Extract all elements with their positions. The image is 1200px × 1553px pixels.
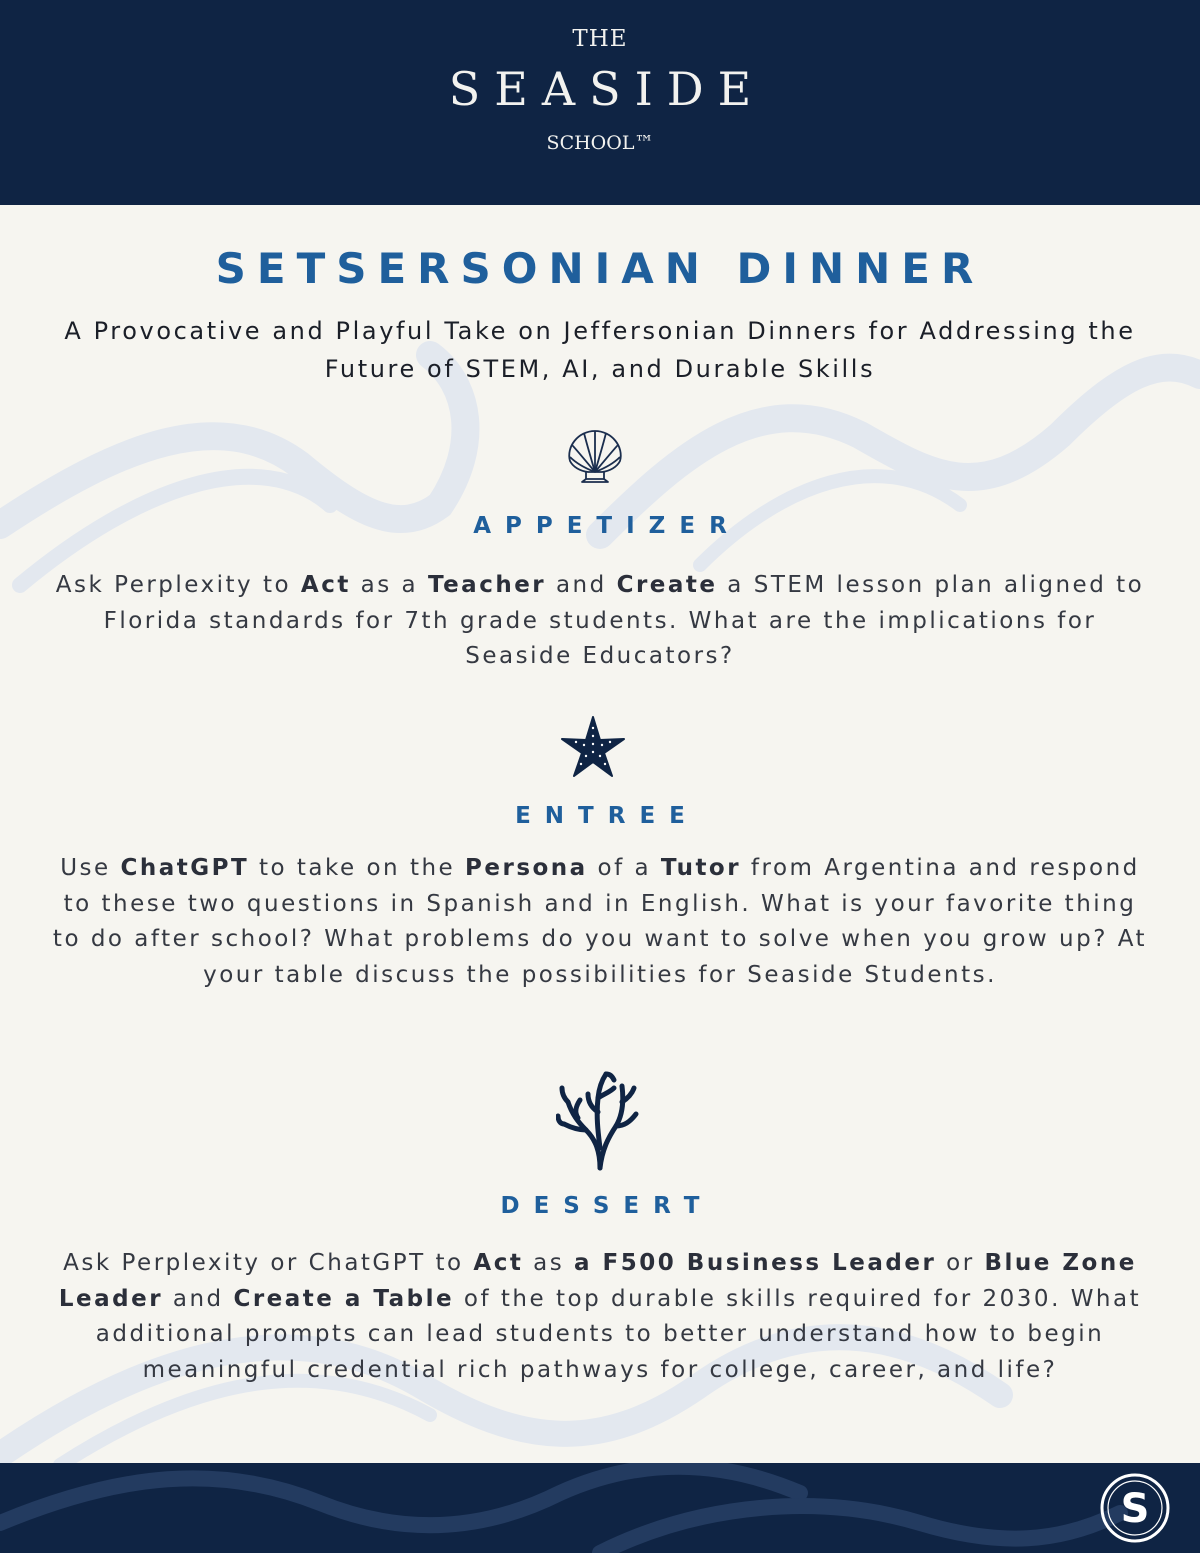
emphasis-text: Blue Zone Leader bbox=[58, 1250, 1137, 1312]
coral-icon bbox=[556, 1068, 642, 1172]
body-text: of the top durable skills required for 2030. What additional prompts can lead students to better understand how to begin meaningful credential rich pathways for college, career, and life? bbox=[95, 1285, 1142, 1383]
footer-logo-letter: S bbox=[1120, 1486, 1150, 1532]
emphasis-text: Create a Table bbox=[233, 1285, 455, 1312]
emphasis-text: Act bbox=[473, 1250, 524, 1276]
page-subtitle: A Provocative and Playful Take on Jeffersonian Dinners for Addressing the Future of STEM, AI, and Durable Skills bbox=[64, 317, 1136, 383]
body-text: as a bbox=[350, 572, 428, 598]
body-text: or bbox=[936, 1250, 985, 1276]
emphasis-text: ChatGPT bbox=[120, 855, 250, 881]
emphasis-text: Teacher bbox=[427, 572, 547, 598]
emphasis-text: Persona bbox=[465, 855, 588, 881]
section-heading-dessert: DESSERT bbox=[500, 1193, 714, 1219]
seaside-logo-icon bbox=[1097, 1470, 1173, 1546]
footer-banner bbox=[0, 1463, 1200, 1553]
starfish-icon bbox=[560, 714, 626, 780]
logo-line-seaside: SEASIDE bbox=[448, 62, 766, 116]
emphasis-text: Tutor bbox=[660, 855, 742, 881]
emphasis-text: a F500 Business Leader bbox=[574, 1250, 937, 1276]
body-text: Use bbox=[60, 855, 121, 881]
section-text-entree bbox=[50, 851, 1150, 993]
body-text: Ask Perplexity to bbox=[55, 572, 301, 598]
body-text: and bbox=[546, 572, 617, 598]
body-text: as bbox=[523, 1250, 575, 1276]
section-text-dessert bbox=[50, 1246, 1150, 1388]
body-text: of a bbox=[587, 855, 661, 881]
section-heading-appetizer: APPETIZER bbox=[473, 513, 741, 539]
seashell-icon bbox=[562, 425, 628, 485]
logo-line-school: SCHOOL™ bbox=[546, 132, 654, 154]
section-heading-entree: ENTREE bbox=[515, 803, 699, 829]
body-text: and bbox=[163, 1285, 234, 1312]
body-text: Ask Perplexity or ChatGPT to bbox=[63, 1250, 474, 1276]
logo-line-the: THE bbox=[572, 26, 628, 52]
body-text: from Argentina and respond to these two questions in Spanish and in English. What is your favorite thing to do after school? What problems do you want to solve when you grow up? At your table discuss the possibilities for Seaside Students. bbox=[52, 855, 1148, 988]
header-banner bbox=[0, 0, 1200, 205]
emphasis-text: Act bbox=[300, 572, 351, 598]
emphasis-text: Create bbox=[616, 572, 718, 598]
body-text: a STEM lesson plan aligned to Florida standards for 7th grade students. What are the implications for Seaside Educators? bbox=[103, 572, 1145, 669]
section-text-appetizer bbox=[50, 568, 1150, 675]
body-text: to take on the bbox=[249, 855, 466, 881]
page-title: SETSERSONIAN DINNER bbox=[215, 244, 985, 293]
footer-waves bbox=[0, 1463, 1200, 1553]
